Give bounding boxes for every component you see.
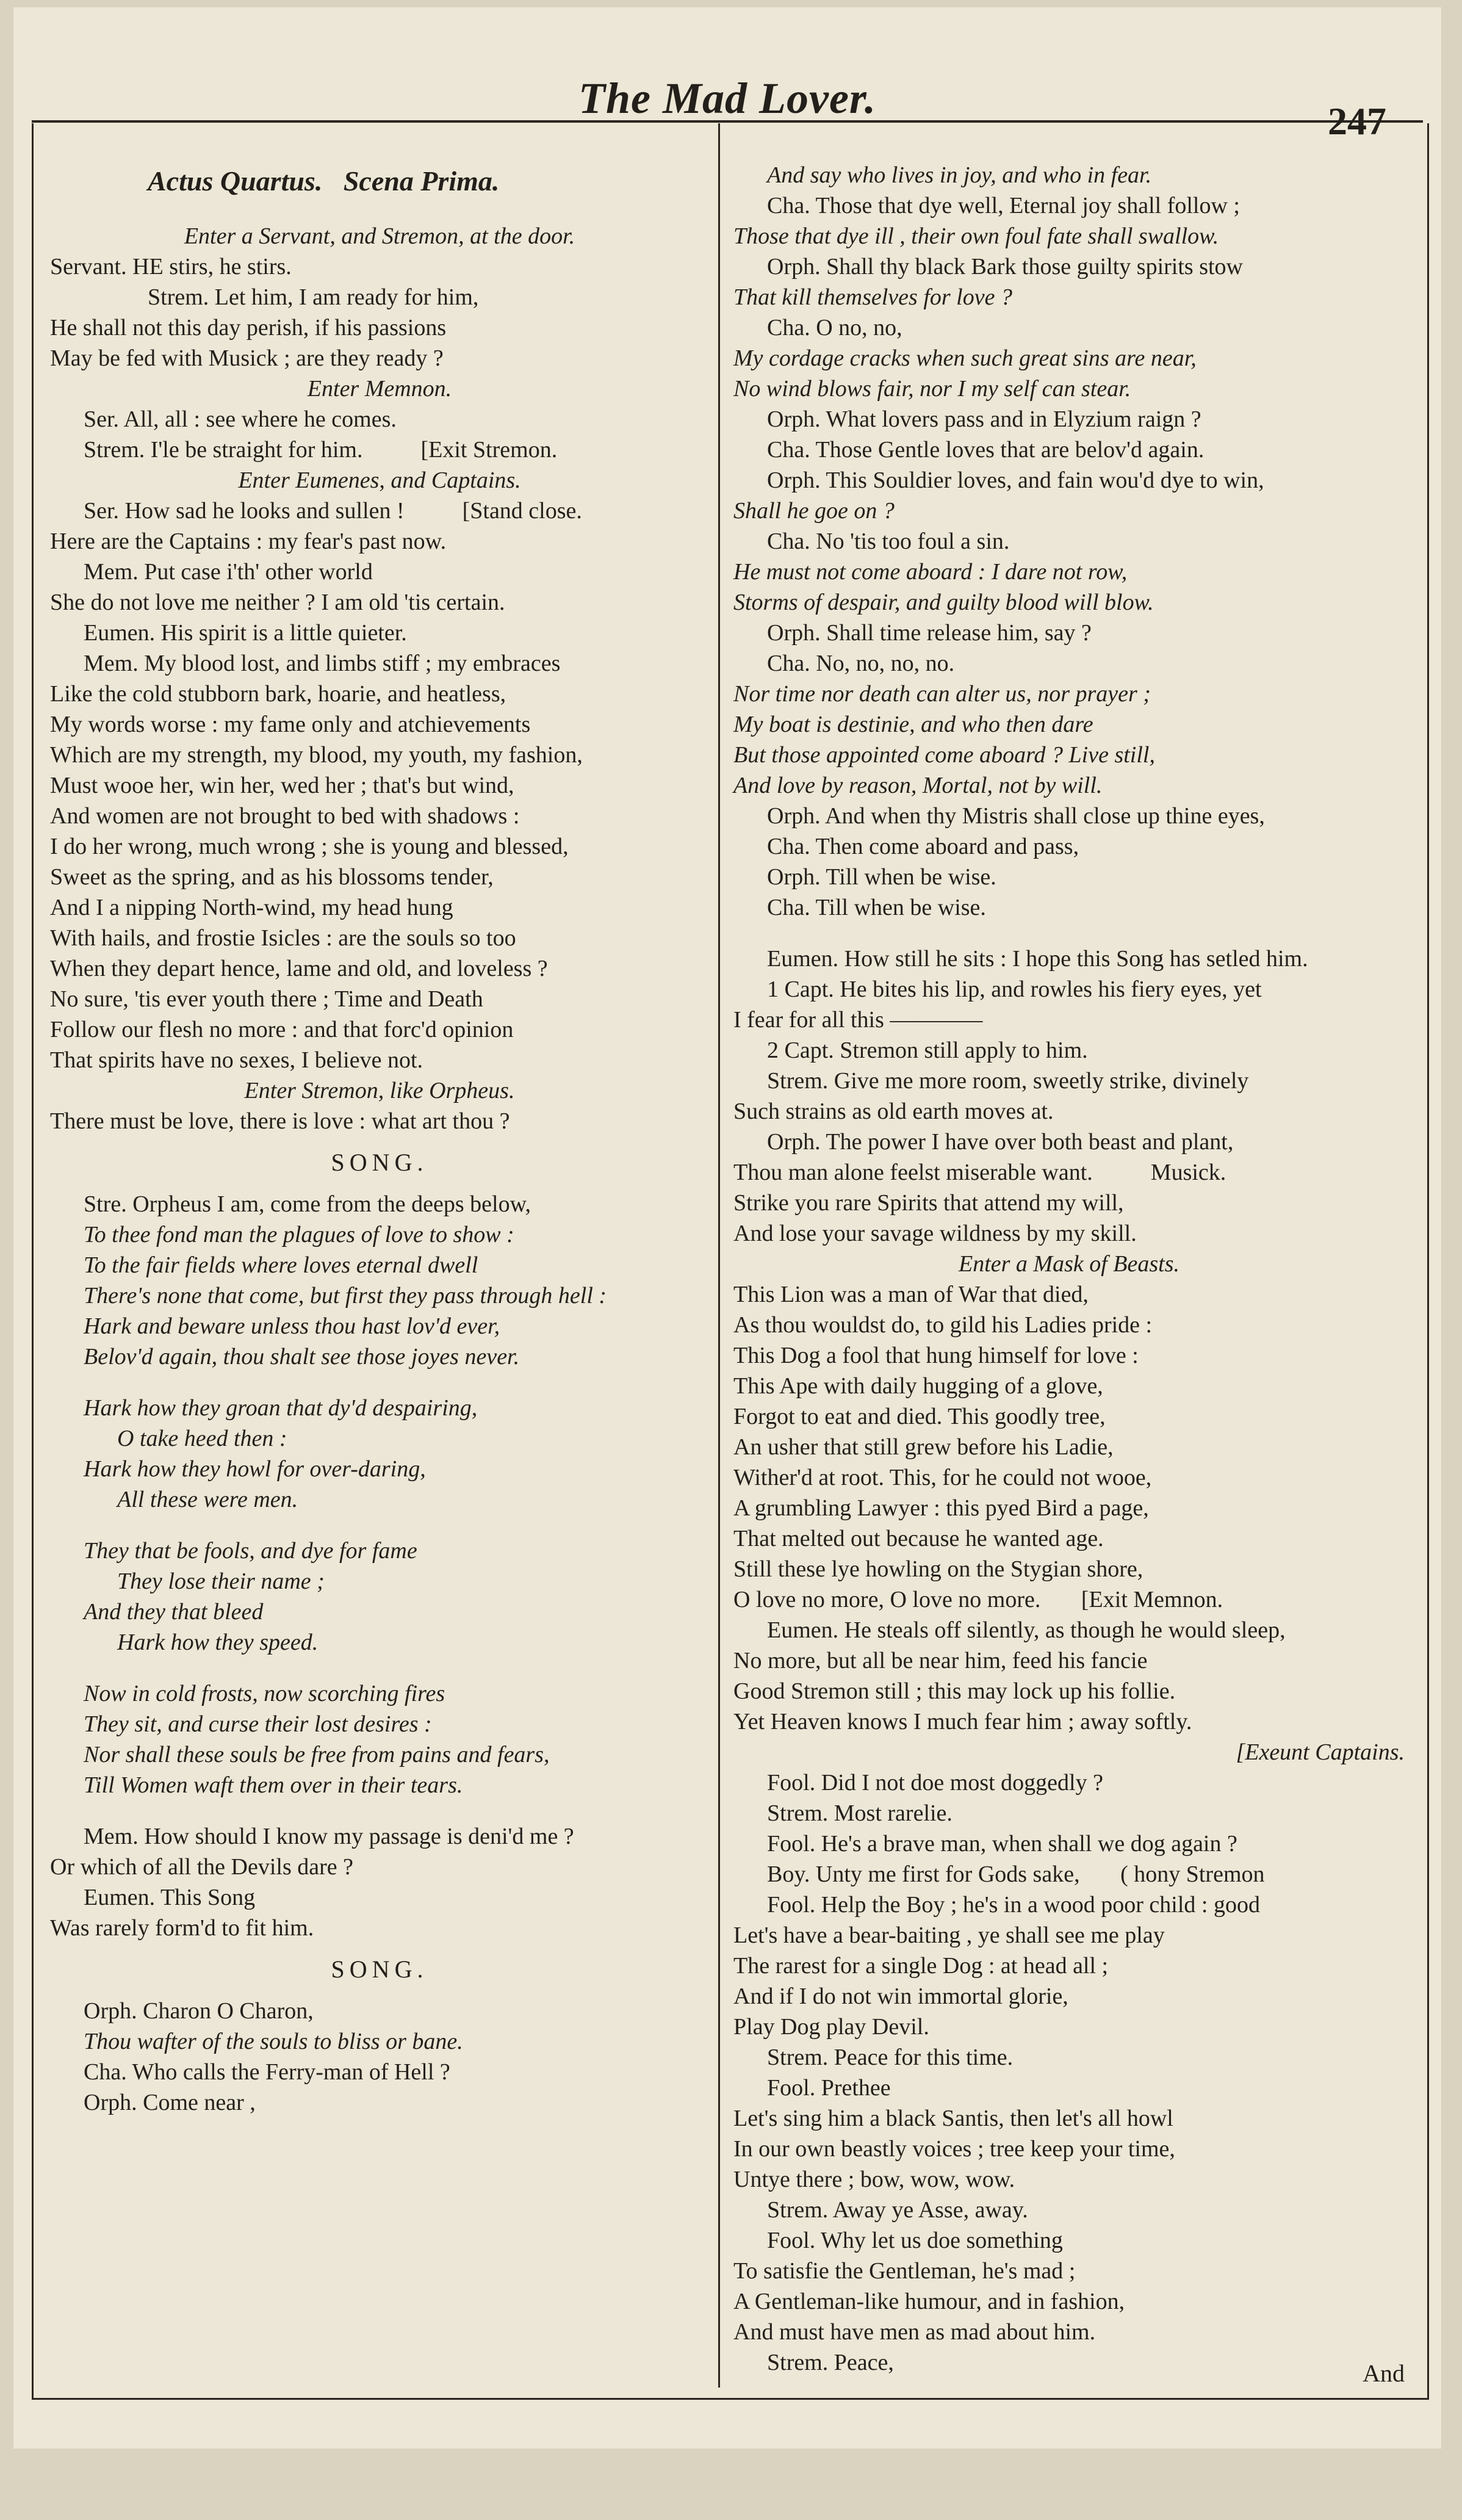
text-line: Eumen. He steals off silently, as though he would sleep, — [767, 1617, 1286, 1643]
text-line: Shall he goe on ? — [733, 498, 895, 524]
text-line: No more, but all be near him, feed his fancie — [733, 1648, 1148, 1673]
text-line: They sit, and curse their lost desires : — [84, 1711, 432, 1737]
stage-direction: Enter a Servant, and Stremon, at the door. — [184, 223, 575, 249]
text-line: Strem. I'le be straight for him. [Exit Stremon. — [84, 437, 558, 463]
text-line: And if I do not win immortal glorie, — [733, 1984, 1068, 2009]
stage-direction: Enter Stremon, like Orpheus. — [244, 1078, 515, 1103]
stanza-gap — [50, 1372, 709, 1393]
text-line: They that be fools, and dye for fame — [84, 1538, 417, 1564]
text-line: Mem. My blood lost, and limbs stiff ; my embraces — [84, 651, 561, 676]
text-line: Good Stremon still ; this may lock up his follie. — [733, 1678, 1176, 1704]
text-line: Strem. Let him, I am ready for him, — [148, 284, 479, 310]
text-line: Now in cold frosts, now scorching fires — [84, 1681, 445, 1706]
text-line: Hark and beware unless thou hast lov'd ever, — [84, 1313, 500, 1339]
text-line: Eumen. How still he sits : I hope this Song has setled him. — [767, 946, 1308, 972]
text-line: Cha. Till when be wise. — [767, 895, 986, 920]
text-line: Cha. Then come aboard and pass, — [767, 834, 1079, 859]
text-line: A Gentleman-like humour, and in fashion, — [733, 2289, 1125, 2314]
stage-direction: Enter Eumenes, and Captains. — [238, 468, 521, 493]
text-line: Cha. Those that dye well, Eternal joy shall follow ; — [767, 193, 1240, 218]
text-line: Strike you rare Spirits that attend my will, — [733, 1190, 1124, 1216]
text-line: No wind blows fair, nor I my self can stear. — [733, 376, 1131, 402]
text-line: Those that dye ill , their own foul fate shall swallow. — [733, 223, 1219, 249]
text-line: This Ape with daily hugging of a glove, — [733, 1373, 1103, 1399]
text-line: Cha. No, no, no, no. — [767, 651, 955, 676]
left-text-column — [50, 166, 709, 2118]
text-line: [Exeunt Captains. — [1236, 1739, 1405, 1765]
text-line: Storms of despair, and guilty blood will blow. — [733, 590, 1154, 615]
text-line: Forgot to eat and died. This goodly tree, — [733, 1404, 1106, 1429]
footer-rule — [32, 2398, 1429, 2400]
text-line: Belov'd again, thou shalt see those joyes never. — [84, 1344, 520, 1370]
text-line: O take heed then : — [117, 1426, 287, 1451]
text-line: Servant. HE stirs, he stirs. — [50, 254, 292, 280]
text-line: Orph. And when thy Mistris shall close up thine eyes, — [767, 803, 1265, 829]
text-line: Stre. Orpheus I am, come from the deeps below, — [84, 1191, 531, 1217]
text-line: Hark how they howl for over-daring, — [84, 1456, 426, 1482]
text-line: When they depart hence, lame and old, and loveless ? — [50, 956, 548, 981]
text-line: And must have men as mad about him. — [733, 2319, 1096, 2345]
text-line: There must be love, there is love : what art thou ? — [50, 1108, 510, 1134]
text-line: But those appointed come aboard ? Live still, — [733, 742, 1155, 768]
text-line: Strem. Give me more room, sweetly strike, divinely — [767, 1068, 1249, 1094]
text-line: Strem. Peace for this time. — [767, 2045, 1014, 2070]
text-line: A grumbling Lawyer : this pyed Bird a page, — [733, 1495, 1149, 1521]
text-line: Let's sing him a black Santis, then let's all howl — [733, 2106, 1173, 2131]
text-line: Orph. Till when be wise. — [767, 864, 996, 890]
text-line: Mem. How should I know my passage is deni'd me ? — [84, 1824, 574, 1849]
text-line: My words worse : my fame only and atchievements — [50, 712, 531, 737]
text-line: Orph. Come near , — [84, 2090, 256, 2115]
text-line: Play Dog play Devil. — [733, 2014, 929, 2040]
act-heading: Actus Quartus. Scena Prima. — [148, 165, 500, 197]
text-line: This Dog a fool that hung himself for love : — [733, 1343, 1139, 1368]
text-line: May be fed with Musick ; are they ready ? — [50, 345, 444, 371]
song-heading: SONG. — [331, 1149, 428, 1176]
text-line: My cordage cracks when such great sins are near, — [733, 345, 1197, 371]
text-line: Fool. Why let us doe something — [767, 2228, 1063, 2253]
text-line: Cha. No 'tis too foul a sin. — [767, 529, 1010, 554]
stanza-gap — [50, 1658, 709, 1678]
text-line: Hark how they groan that dy'd despairing, — [84, 1395, 478, 1421]
text-line: Orph. What lovers pass and in Elyzium raign ? — [767, 406, 1201, 432]
text-line: Boy. Unty me first for Gods sake, ( hony Stremon — [767, 1861, 1265, 1887]
catchword: And — [1363, 2359, 1405, 2387]
text-line: Nor shall these souls be free from pains and fears, — [84, 1742, 550, 1767]
text-line: To the fair fields where loves eternal dwell — [84, 1252, 478, 1278]
text-line: That kill themselves for love ? — [733, 284, 1012, 310]
text-line: Still these lye howling on the Stygian shore, — [733, 1556, 1143, 1582]
text-line: In our own beastly voices ; tree keep your time, — [733, 2136, 1175, 2162]
text-line: And love by reason, Mortal, not by will. — [733, 773, 1103, 798]
text-line: He shall not this day perish, if his passions — [50, 315, 447, 341]
text-line: Orph. Charon O Charon, — [84, 1998, 314, 2024]
text-line: That spirits have no sexes, I believe not. — [50, 1047, 423, 1073]
text-line: Follow our flesh no more : and that forc'd opinion — [50, 1017, 514, 1042]
stage-direction: Enter Memnon. — [307, 376, 452, 402]
running-title: The Mad Lover. — [578, 74, 876, 123]
right-text-column — [733, 160, 1405, 2378]
text-line: An usher that still grew before his Ladie, — [733, 1434, 1114, 1460]
text-line: And they that bleed — [84, 1599, 264, 1625]
text-line: With hails, and frostie Isicles : are the souls so too — [50, 925, 516, 951]
text-line: Fool. Prethee — [767, 2075, 891, 2101]
text-line: Fool. He's a brave man, when shall we dog again ? — [767, 1831, 1237, 1857]
stanza-gap — [733, 923, 1405, 944]
text-line: To thee fond man the plagues of love to show : — [84, 1222, 514, 1247]
text-line: Eumen. This Song — [84, 1885, 256, 1910]
text-line: Cha. O no, no, — [767, 315, 902, 341]
text-line: I do her wrong, much wrong ; she is young and blessed, — [50, 834, 569, 859]
text-line: This Lion was a man of War that died, — [733, 1282, 1089, 1307]
song-heading: SONG. — [331, 1955, 428, 1983]
text-line: Was rarely form'd to fit him. — [50, 1915, 314, 1941]
text-line: Strem. Away ye Asse, away. — [767, 2197, 1028, 2223]
text-line: They lose their name ; — [117, 1569, 325, 1594]
text-line: Ser. How sad he looks and sullen ! [Stand close. — [84, 498, 582, 524]
text-line: Let's have a bear-baiting , ye shall see me play — [733, 1922, 1165, 1948]
stanza-gap — [50, 1800, 709, 1821]
text-line: The rarest for a single Dog : at head all ; — [733, 1953, 1109, 1979]
text-line: And women are not brought to bed with shadows : — [50, 803, 520, 829]
text-line: I fear for all this ———— — [733, 1007, 983, 1033]
text-line: All these were men. — [117, 1487, 298, 1512]
text-line: Strem. Peace, — [767, 2350, 894, 2375]
text-line: That melted out because he wanted age. — [733, 1526, 1104, 1551]
text-line: Mem. Put case i'th' other world — [84, 559, 373, 585]
text-line: Or which of all the Devils dare ? — [50, 1854, 353, 1880]
text-line: Here are the Captains : my fear's past now. — [50, 529, 447, 554]
text-line: Such strains as old earth moves at. — [733, 1099, 1054, 1124]
text-line: To satisfie the Gentleman, he's mad ; — [733, 2258, 1076, 2284]
text-line: No sure, 'tis ever youth there ; Time and Death — [50, 986, 483, 1012]
text-line: Thou man alone feelst miserable want. Musick. — [733, 1160, 1226, 1185]
text-line: Eumen. His spirit is a little quieter. — [84, 620, 407, 646]
text-line: There's none that come, but first they pass through hell : — [84, 1283, 607, 1309]
left-border-rule — [32, 123, 34, 2400]
text-line: Like the cold stubborn bark, hoarie, and heatless, — [50, 681, 506, 707]
text-line: He must not come aboard : I dare not row, — [733, 559, 1128, 585]
text-line: Orph. The power I have over both beast and plant, — [767, 1129, 1234, 1155]
text-line: And I a nipping North-wind, my head hung — [50, 895, 453, 920]
text-line: O love no more, O love no more. [Exit Memnon. — [733, 1587, 1223, 1612]
text-line: Which are my strength, my blood, my youth, my fashion, — [50, 742, 583, 768]
text-line: Thou wafter of the souls to bliss or bane. — [84, 2029, 463, 2054]
text-line: Orph. Shall time release him, say ? — [767, 620, 1092, 646]
text-line: And say who lives in joy, and who in fear. — [767, 162, 1152, 188]
text-line: Cha. Those Gentle loves that are belov'd again. — [767, 437, 1205, 463]
text-line: Untye there ; bow, wow, wow. — [733, 2167, 1015, 2192]
text-line: Cha. Who calls the Ferry-man of Hell ? — [84, 2059, 450, 2085]
text-line: Must wooe her, win her, wed her ; that's but wind, — [50, 773, 514, 798]
text-line: Fool. Did I not doe most doggedly ? — [767, 1770, 1103, 1796]
text-line: Wither'd at root. This, for he could not wooe, — [733, 1465, 1152, 1490]
text-line: She do not love me neither ? I am old 'tis certain. — [50, 590, 505, 615]
page-number: 247 — [1328, 99, 1386, 143]
text-line: My boat is destinie, and who then dare — [733, 712, 1093, 737]
text-line: Orph. Shall thy black Bark those guilty spirits stow — [767, 254, 1244, 280]
text-line: Ser. All, all : see where he comes. — [84, 406, 397, 432]
text-line: Orph. This Souldier loves, and fain wou'd dye to win, — [767, 468, 1264, 493]
text-line: Yet Heaven knows I much fear him ; away softly. — [733, 1709, 1192, 1735]
text-line: Strem. Most rarelie. — [767, 1800, 952, 1826]
text-line: 1 Capt. He bites his lip, and rowles his fiery eyes, yet — [767, 977, 1262, 1002]
text-line: Fool. Help the Boy ; he's in a wood poor child : good — [767, 1892, 1260, 1918]
text-line: Hark how they speed. — [117, 1630, 319, 1655]
stanza-gap — [50, 1515, 709, 1536]
text-line: 2 Capt. Stremon still apply to him. — [767, 1038, 1088, 1063]
stage-direction: Enter a Mask of Beasts. — [958, 1251, 1179, 1277]
text-line: Sweet as the spring, and as his blossoms tender, — [50, 864, 494, 890]
text-line: Nor time nor death can alter us, nor prayer ; — [733, 681, 1151, 707]
text-line: And lose your savage wildness by my skill. — [733, 1221, 1137, 1246]
text-line: Till Women waft them over in their tears. — [84, 1772, 463, 1798]
column-divider-rule — [718, 123, 720, 2388]
book-page — [13, 7, 1441, 2449]
right-border-rule — [1427, 123, 1429, 2400]
text-line: As thou wouldst do, to gild his Ladies pride : — [733, 1312, 1153, 1338]
